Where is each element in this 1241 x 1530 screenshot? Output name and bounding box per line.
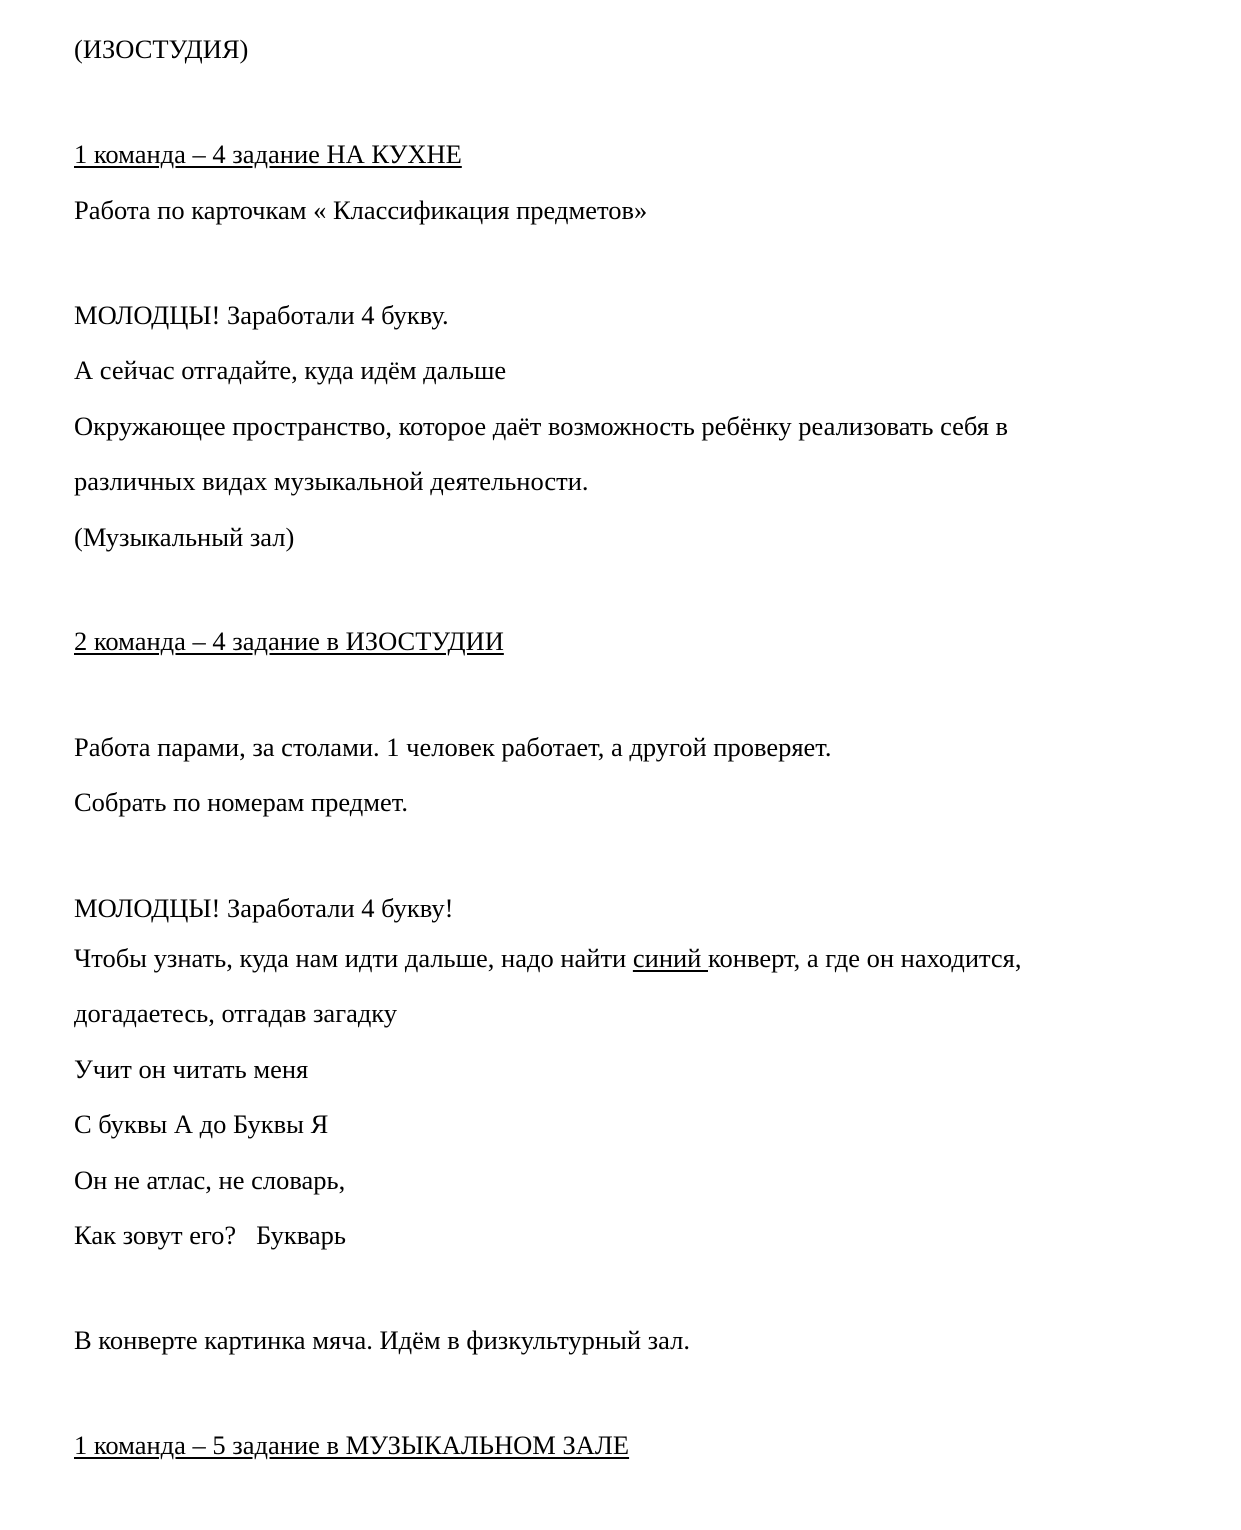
riddle-line: С буквы А до Буквы Я: [74, 1109, 329, 1139]
paragraph-line: различных видах музыкальной деятельности.: [74, 466, 589, 496]
paragraph-line: Работа по карточкам « Классификация предметов»: [74, 195, 648, 225]
riddle-line: Он не атлас, не словарь,: [74, 1165, 346, 1195]
section-heading-team1-task5: 1 команда – 5 задание в МУЗЫКАЛЬНОМ ЗАЛЕ: [74, 1430, 630, 1460]
text-span: конверт, а где он находится,: [708, 943, 1022, 973]
paragraph-line: Работа парами, за столами. 1 человек работает, а другой проверяет.: [74, 732, 832, 762]
riddle-line: Как зовут его? Букварь: [74, 1220, 347, 1250]
text-span: Чтобы узнать, куда нам идти дальше, надо найти: [74, 943, 633, 973]
section-heading-team1-task4: 1 команда – 4 задание НА КУХНЕ: [74, 139, 462, 169]
paragraph-line: В конверте картинка мяча. Идём в физкультурный зал.: [74, 1325, 690, 1355]
heading-izostudiya: (ИЗОСТУДИЯ): [74, 34, 249, 64]
paragraph-line: Собрать по номерам предмет.: [74, 787, 409, 817]
paragraph-line: МОЛОДЦЫ! Заработали 4 букву.: [74, 300, 449, 330]
paragraph-line: А сейчас отгадайте, куда идём дальше: [74, 355, 507, 385]
riddle-line: Учит он читать меня: [74, 1054, 309, 1084]
paragraph-line: Окружающее пространство, которое даёт возможность ребёнку реализовать себя в: [74, 411, 1009, 441]
paragraph-line: догадаетесь, отгадав загадку: [74, 998, 398, 1028]
section-heading-team2-task4: 2 команда – 4 задание в ИЗОСТУДИИ: [74, 626, 504, 656]
underlined-word: синий: [632, 943, 708, 973]
paragraph-line: МОЛОДЦЫ! Заработали 4 букву!: [74, 893, 454, 923]
paragraph-line: [74, 943, 1022, 973]
paragraph-line: (Музыкальный зал): [74, 522, 295, 552]
